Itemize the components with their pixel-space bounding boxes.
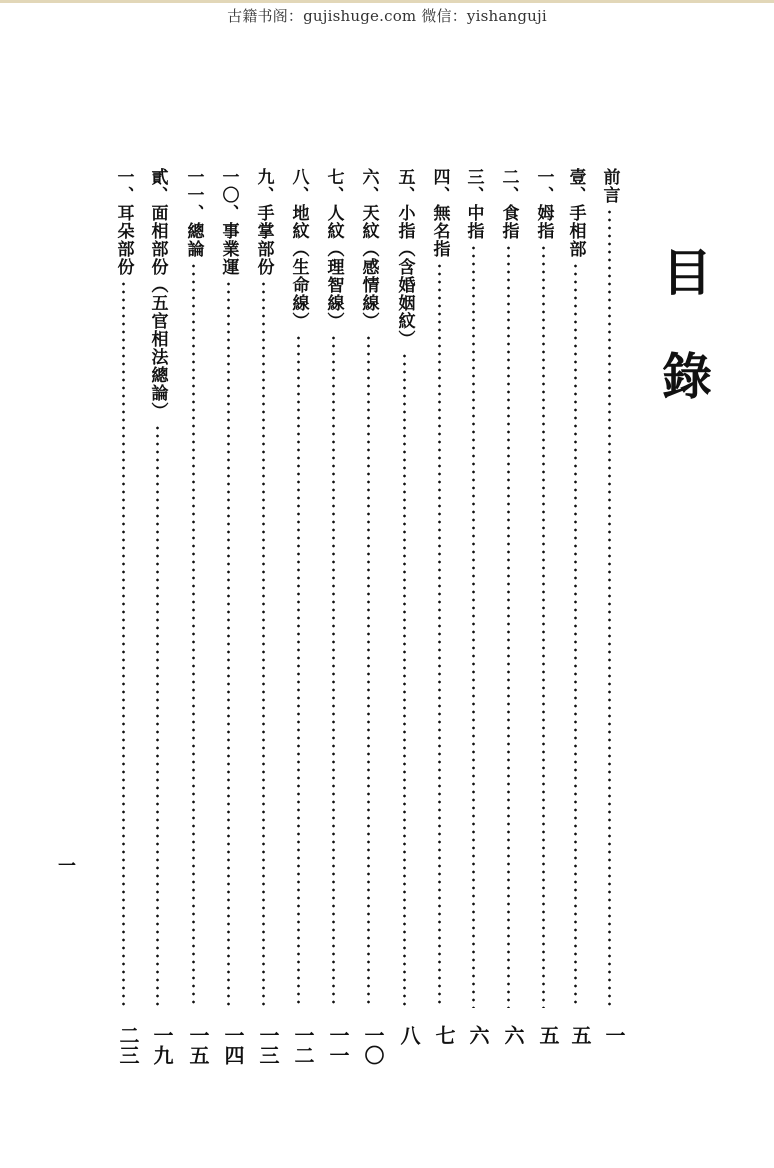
toc-entry[interactable] bbox=[286, 168, 310, 1008]
dot-leader bbox=[192, 262, 195, 1008]
entry-title: 一、耳朵部份 bbox=[113, 168, 134, 276]
entry-page-number: 六 bbox=[466, 1025, 490, 1045]
dot-leader bbox=[297, 334, 300, 1008]
toc-entry[interactable] bbox=[392, 168, 416, 1008]
entry-page-number: 一三 bbox=[256, 1025, 280, 1065]
toc-entry[interactable] bbox=[216, 168, 240, 1008]
entry-page-number: 八 bbox=[397, 1025, 421, 1045]
dot-leader bbox=[332, 334, 335, 1008]
toc-entry[interactable] bbox=[563, 168, 587, 1008]
entry-page-number: 一一 bbox=[326, 1025, 350, 1065]
toc-entry[interactable] bbox=[321, 168, 345, 1008]
dot-leader bbox=[438, 262, 441, 1008]
watermark: 古籍书阁：gujishuge.com 微信：yishanguji bbox=[227, 7, 547, 25]
entry-title: 六、天紋（感情線） bbox=[358, 168, 379, 330]
heading-char-mu: 目 bbox=[662, 244, 712, 302]
page-folio: 一 bbox=[58, 856, 76, 877]
toc-entry[interactable] bbox=[461, 168, 485, 1008]
toc-entry[interactable] bbox=[531, 168, 555, 1008]
toc-entry[interactable] bbox=[145, 168, 169, 1008]
entry-page-number: 一四 bbox=[221, 1025, 245, 1065]
toc-entry[interactable] bbox=[496, 168, 520, 1008]
dot-leader bbox=[472, 244, 475, 1008]
toc-entry[interactable] bbox=[356, 168, 380, 1008]
dot-leader bbox=[403, 352, 406, 1008]
dot-leader bbox=[367, 334, 370, 1008]
entry-title: 四、無名指 bbox=[429, 168, 450, 258]
toc-entry[interactable] bbox=[181, 168, 205, 1008]
dot-leader bbox=[227, 280, 230, 1008]
entry-title: 一〇、事業運 bbox=[218, 168, 239, 276]
dot-leader bbox=[122, 280, 125, 1008]
dot-leader bbox=[262, 280, 265, 1008]
entry-page-number: 一五 bbox=[186, 1025, 210, 1065]
dot-leader bbox=[574, 262, 577, 1008]
entry-title: 一、姆指 bbox=[533, 168, 554, 240]
entry-title: 九、手掌部份 bbox=[253, 168, 274, 276]
dot-leader bbox=[608, 208, 611, 1008]
entry-page-number: 七 bbox=[432, 1025, 456, 1045]
entry-page-number: 五 bbox=[568, 1025, 592, 1045]
dot-leader bbox=[507, 244, 510, 1008]
entry-title: 一一、總論 bbox=[183, 168, 204, 258]
entry-title: 二、食指 bbox=[498, 168, 519, 240]
heading-char-lu: 錄 bbox=[662, 348, 712, 406]
entry-title: 八、地紋（生命線） bbox=[288, 168, 309, 330]
top-border bbox=[0, 0, 774, 3]
entry-title: 貳、面相部份（五官相法總論） bbox=[147, 168, 168, 420]
entry-page-number: 一二 bbox=[291, 1025, 315, 1065]
entry-title: 五、小指（含婚姻紋） bbox=[394, 168, 415, 348]
entry-page-number: 二三 bbox=[116, 1025, 140, 1065]
toc-entry[interactable] bbox=[597, 168, 621, 1008]
entry-title: 前言 bbox=[599, 168, 620, 204]
entry-page-number: 一〇 bbox=[361, 1025, 385, 1065]
toc-entry[interactable] bbox=[251, 168, 275, 1008]
entry-page-number: 一 bbox=[602, 1025, 626, 1045]
toc-entry[interactable] bbox=[111, 168, 135, 1008]
entry-page-number: 六 bbox=[501, 1025, 525, 1045]
entry-page-number: 五 bbox=[536, 1025, 560, 1045]
entry-page-number: 一九 bbox=[150, 1025, 174, 1065]
dot-leader bbox=[156, 424, 159, 1008]
dot-leader bbox=[542, 244, 545, 1008]
entry-title: 三、中指 bbox=[463, 168, 484, 240]
entry-title: 壹、手相部 bbox=[565, 168, 586, 258]
entry-title: 七、人紋（理智線） bbox=[323, 168, 344, 330]
toc-entry[interactable] bbox=[427, 168, 451, 1008]
